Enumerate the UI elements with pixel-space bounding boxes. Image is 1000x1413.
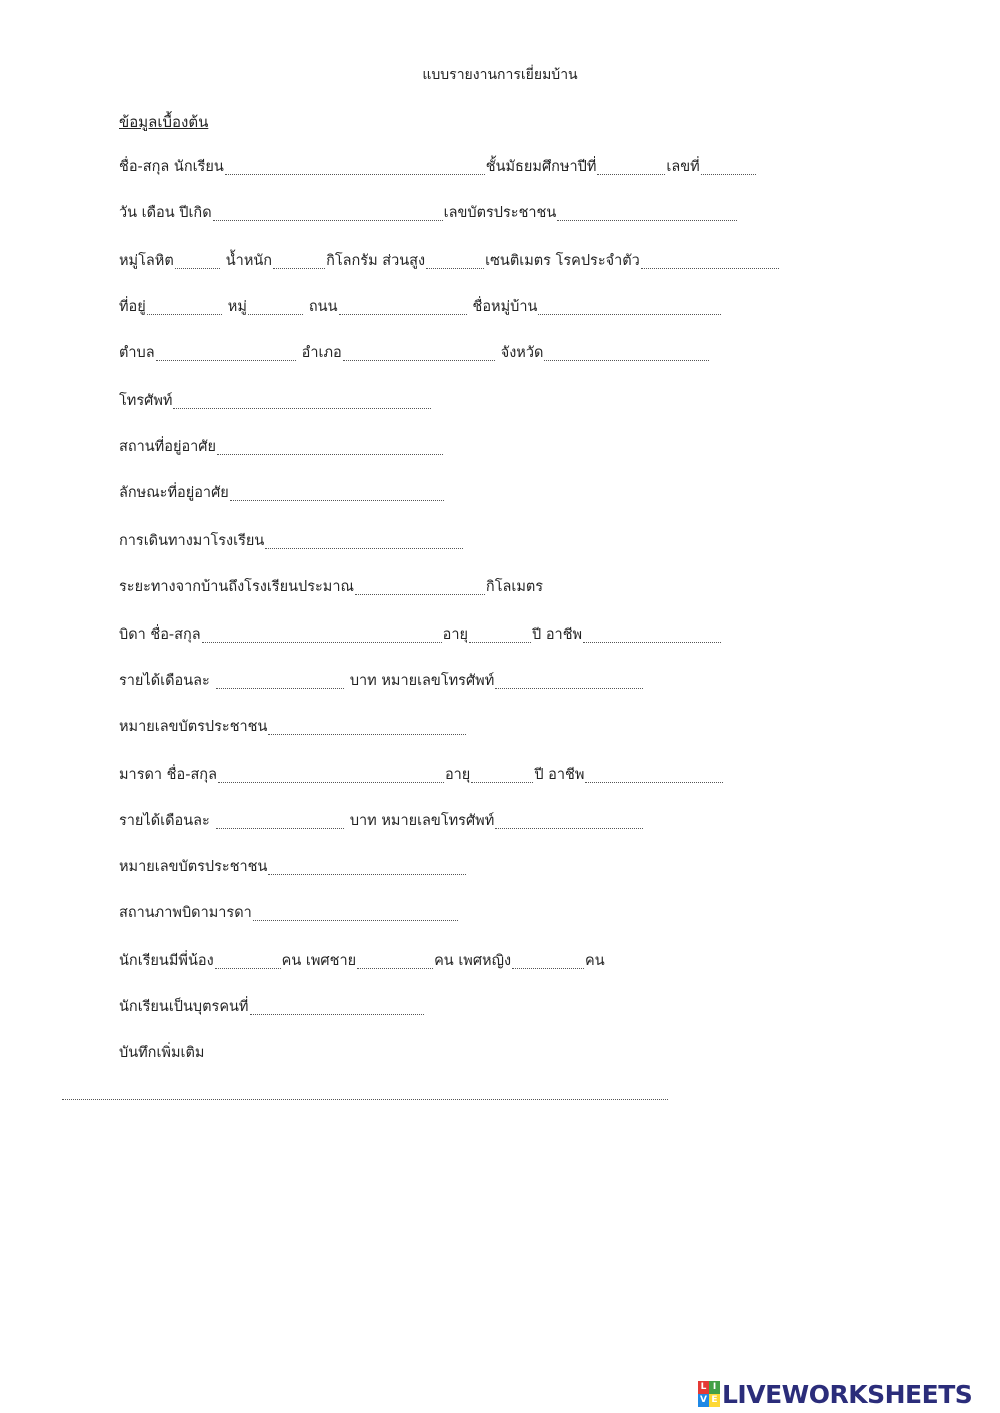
blank-moo[interactable] — [248, 298, 303, 315]
label-mother-income: รายได้เดือนละ — [119, 813, 210, 829]
blank-road[interactable] — [339, 298, 467, 315]
label-birthdate: วัน เดือน ปีเกิด — [119, 205, 212, 221]
blank-father-id[interactable] — [268, 718, 466, 735]
label-phone: โทรศัพท์ — [119, 393, 173, 409]
blank-district[interactable] — [343, 344, 495, 361]
blank-residence-type[interactable] — [230, 484, 444, 501]
label-commute: การเดินทางมาโรงเรียน — [119, 533, 265, 549]
row-father-id — [119, 716, 467, 738]
label-mother-age: อายุ — [444, 767, 471, 783]
row-notes — [119, 1042, 204, 1064]
logo-text: LIVEWORKSHEETS — [722, 1379, 973, 1409]
row-residence — [119, 436, 444, 458]
blank-disease[interactable] — [641, 252, 779, 269]
row-distance — [119, 576, 543, 598]
blank-distance[interactable] — [355, 578, 485, 595]
blank-birth-order[interactable] — [250, 998, 424, 1015]
label-kg-height: กิโลกรัม ส่วนสูง — [326, 253, 426, 269]
row-physical — [119, 250, 780, 272]
blank-siblings[interactable] — [215, 952, 281, 969]
blank-address[interactable] — [147, 298, 222, 315]
blank-mother-age[interactable] — [471, 766, 533, 783]
label-father-name: บิดา ชื่อ-สกุล — [119, 627, 201, 643]
row-birth-order — [119, 996, 425, 1018]
label-person: คน — [585, 953, 605, 969]
blank-birthdate[interactable] — [213, 204, 443, 221]
label-province: จังหวัด — [500, 345, 544, 361]
blank-male[interactable] — [357, 952, 433, 969]
blank-id-card[interactable] — [557, 204, 737, 221]
row-residence-type — [119, 482, 445, 504]
label-grade: ชั้นมัธยมศึกษาปีที่ — [485, 159, 597, 175]
blank-phone[interactable] — [173, 392, 431, 409]
label-mother-phone: บาท หมายเลขโทรศัพท์ — [349, 813, 495, 829]
blank-grade[interactable] — [597, 158, 665, 175]
blank-mother-occupation[interactable] — [585, 766, 723, 783]
label-number: เลขที่ — [666, 159, 700, 175]
blank-mother-id[interactable] — [268, 858, 466, 875]
label-road: ถนน — [308, 299, 338, 315]
blank-commute[interactable] — [265, 532, 463, 549]
label-siblings: นักเรียนมีพี่น้อง — [119, 953, 214, 969]
row-mother-id — [119, 856, 467, 878]
section-heading: ข้อมูลเบื้องต้น — [119, 113, 209, 131]
label-id-card: เลขบัตรประชาชน — [443, 205, 557, 221]
blank-village[interactable] — [538, 298, 721, 315]
blank-father-occupation[interactable] — [583, 626, 721, 643]
label-male: คน เพศชาย — [281, 953, 357, 969]
row-siblings — [119, 950, 605, 972]
label-father-id: หมายเลขบัตรประชาชน — [119, 719, 268, 735]
label-father-age: อายุ — [442, 627, 469, 643]
label-mother-occupation: ปี อาชีพ — [534, 767, 585, 783]
blank-father-name[interactable] — [202, 626, 442, 643]
label-district: อำเภอ — [301, 345, 342, 361]
blank-parents-status[interactable] — [253, 904, 458, 921]
blank-height[interactable] — [426, 252, 484, 269]
document-title: แบบรายงานการเยี่ยมบ้าน — [422, 67, 578, 83]
label-address: ที่อยู่ — [119, 299, 146, 315]
label-parents-status: สถานภาพบิดามารดา — [119, 905, 252, 921]
liveworksheets-logo — [698, 1378, 972, 1410]
label-subdistrict: ตำบล — [119, 345, 155, 361]
row-father-income — [119, 670, 644, 692]
blank-mother-income[interactable] — [216, 812, 344, 829]
row-mother-income — [119, 810, 644, 832]
blank-father-age[interactable] — [469, 626, 531, 643]
blank-subdistrict[interactable] — [156, 344, 296, 361]
label-mother-id: หมายเลขบัตรประชาชน — [119, 859, 268, 875]
label-birth-order: นักเรียนเป็นบุตรคนที่ — [119, 999, 249, 1015]
blank-father-phone[interactable] — [495, 672, 643, 689]
label-father-occupation: ปี อาชีพ — [532, 627, 583, 643]
row-mother — [119, 764, 724, 786]
label-female: คน เพศหญิง — [434, 953, 512, 969]
logo-mark-letter: E — [709, 1394, 720, 1407]
row-address — [119, 296, 722, 318]
blank-mother-name[interactable] — [218, 766, 444, 783]
label-mother-name: มารดา ชื่อ-สกุล — [119, 767, 217, 783]
label-village: ชื่อหมู่บ้าน — [472, 299, 538, 315]
row-father — [119, 624, 722, 646]
row-birthdate — [119, 202, 738, 224]
label-father-phone: บาท หมายเลขโทรศัพท์ — [349, 673, 495, 689]
blank-number[interactable] — [701, 158, 756, 175]
label-km: กิโลเมตร — [485, 579, 544, 595]
logo-mark-letter: V — [698, 1394, 709, 1407]
row-district — [119, 342, 710, 364]
label-weight: น้ำหนัก — [225, 253, 273, 269]
label-father-income: รายได้เดือนละ — [119, 673, 210, 689]
blank-female[interactable] — [512, 952, 584, 969]
row-student-name — [119, 156, 757, 178]
blank-mother-phone[interactable] — [495, 812, 643, 829]
label-residence-type: ลักษณะที่อยู่อาศัย — [119, 485, 229, 501]
blank-father-income[interactable] — [216, 672, 344, 689]
label-notes: บันทึกเพิ่มเติม — [119, 1045, 205, 1061]
label-cm-disease: เซนติเมตร โรคประจำตัว — [485, 253, 640, 269]
row-commute — [119, 530, 464, 552]
label-student-name: ชื่อ-สกุล นักเรียน — [119, 159, 224, 175]
blank-blood-type[interactable] — [175, 252, 220, 269]
label-moo: หมู่ — [227, 299, 247, 315]
blank-province[interactable] — [544, 344, 709, 361]
blank-notes[interactable] — [62, 1099, 668, 1100]
label-distance: ระยะทางจากบ้านถึงโรงเรียนประมาณ — [119, 579, 354, 595]
label-blood-type: หมู่โลหิต — [119, 253, 174, 269]
blank-student-name[interactable] — [225, 158, 485, 175]
row-parents-status — [119, 902, 459, 924]
logo-mark-icon — [698, 1381, 720, 1407]
label-residence: สถานที่อยู่อาศัย — [119, 439, 216, 455]
blank-weight[interactable] — [273, 252, 325, 269]
blank-residence[interactable] — [217, 438, 443, 455]
logo-mark-letter: I — [709, 1381, 720, 1394]
row-phone — [119, 390, 432, 412]
logo-mark-letter: L — [698, 1381, 709, 1394]
